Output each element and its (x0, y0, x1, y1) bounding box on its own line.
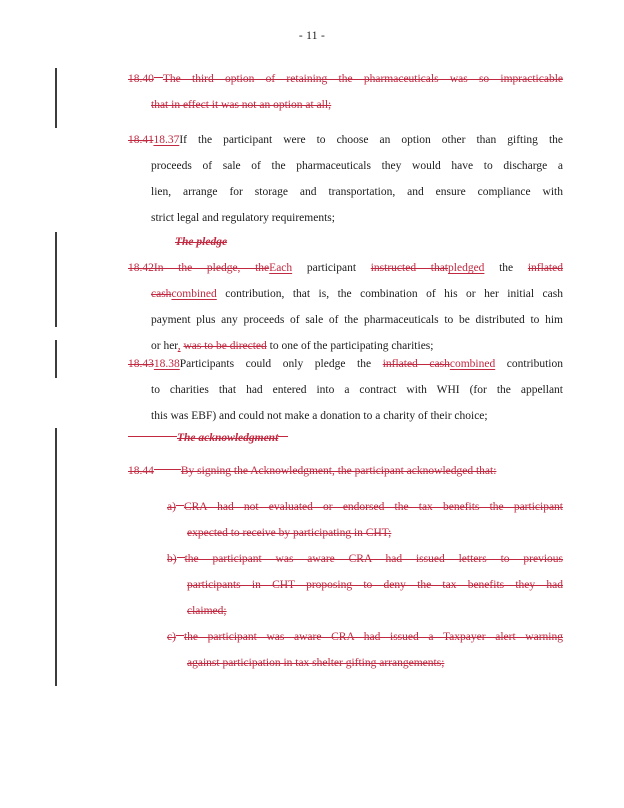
text-segment: the participant was aware CRA had issued a Taxpayer alert warning (183, 631, 563, 643)
text-line (167, 624, 563, 650)
text-segment: lien, arrange for storage and transportation, and ensure compliance with (151, 186, 563, 198)
text-segment: a) (167, 501, 176, 513)
text-line (187, 572, 563, 598)
text-segment: If the participant were to choose an option other than gifting the (179, 134, 563, 146)
text-line (128, 351, 563, 377)
change-bar (55, 68, 57, 128)
text-segment: that in effect it was not an option at all; (151, 99, 332, 111)
text-segment: The acknowledgment (177, 432, 279, 444)
text-line (128, 458, 563, 484)
text-segment: was to be directed (183, 340, 267, 352)
tab-segment (176, 500, 184, 510)
para-18-42 (128, 255, 563, 359)
text-segment: CRA had not evaluated or endorsed the tax benefits the participant (183, 501, 563, 513)
text-line (128, 425, 563, 451)
text-segment: , (177, 340, 181, 352)
heading-the-acknowledgment (128, 425, 563, 451)
text-segment: contribution, that is, the combination of his or her initial cash (216, 288, 563, 300)
text-line (128, 66, 563, 92)
tab-segment (154, 464, 181, 474)
text-line (187, 520, 563, 546)
change-bar (55, 340, 57, 378)
text-segment: against participation in tax shelter gifting arrangements; (187, 657, 445, 669)
text-segment: or her (151, 340, 178, 352)
text-segment: contribution (495, 358, 564, 370)
change-bar (55, 232, 57, 327)
text-segment: the participant was aware CRA had issued letters to previous (184, 553, 563, 565)
text-segment: 18.43 (128, 358, 154, 370)
text-segment: 18.44 (128, 465, 154, 477)
tab-segment (176, 630, 184, 640)
text-segment: this was EBF) and could not make a donation to a charity of their choice; (151, 410, 488, 422)
para-18-43-18-38 (128, 351, 563, 429)
text-segment: 18.42In the pledge, the (128, 262, 270, 274)
para-18-44 (128, 458, 563, 484)
text-line (151, 179, 563, 205)
text-segment: payment plus any proceeds of sale of the pharmaceuticals to be distributed to him (151, 314, 563, 326)
item-c (167, 624, 563, 676)
text-line (187, 650, 563, 676)
item-b (167, 546, 563, 624)
text-line (151, 153, 563, 179)
text-segment: combined (171, 288, 217, 300)
item-a (167, 494, 563, 546)
tab-segment (154, 72, 163, 82)
text-segment: 18.38 (153, 358, 180, 370)
text-segment: The third option of retaining the pharmaceuticals was so impracticable (162, 73, 563, 85)
text-segment: Participants could only pledge the (179, 358, 383, 370)
text-line (151, 307, 563, 333)
text-line (175, 229, 563, 255)
text-segment: participant (292, 262, 371, 274)
text-line (151, 281, 563, 307)
text-line (151, 205, 563, 231)
tab-segment (177, 552, 185, 562)
text-line (128, 127, 563, 153)
text-line (151, 377, 563, 403)
text-segment: inflated (527, 262, 563, 274)
text-segment: to charities that had entered into a contract with WHI (for the appellant (151, 384, 563, 396)
text-segment: to one of the participating charities; (266, 340, 434, 352)
para-18-40 (128, 66, 563, 118)
text-line (151, 92, 563, 118)
text-segment: inflated cash (382, 358, 450, 370)
tab-segment (278, 431, 288, 441)
text-segment: By signing the Acknowledgment, the participant acknowledged that: (180, 465, 497, 477)
text-segment: proceeds of sale of the pharmaceuticals they would have to discharge a (151, 160, 563, 172)
text-segment: instructed that (370, 262, 449, 274)
text-segment: claimed; (187, 605, 227, 617)
text-segment: participants in CHT proposing to deny the tax benefits they had (187, 579, 563, 591)
text-segment: 18.41 (128, 134, 154, 146)
text-segment: pledged (448, 262, 485, 274)
page-number: - 11 - (298, 30, 326, 42)
text-line (187, 598, 563, 624)
text-segment: Each (269, 262, 293, 274)
text-segment: 18.37 (153, 134, 180, 146)
text-segment: strict legal and regulatory requirements; (151, 212, 335, 224)
text-segment: 18.40 (128, 73, 154, 85)
change-bar (55, 428, 57, 686)
text-segment: The pledge (175, 236, 228, 248)
text-line (167, 494, 563, 520)
text-line (167, 546, 563, 572)
text-segment: b) (167, 553, 177, 565)
para-18-41-18-37 (128, 127, 563, 231)
text-segment: cash (151, 288, 172, 300)
text-segment: the (484, 262, 528, 274)
text-line (128, 255, 563, 281)
text-segment: c) (167, 631, 176, 643)
text-segment: combined (449, 358, 496, 370)
heading-the-pledge (175, 229, 563, 255)
text-segment: expected to receive by participating in CHT; (187, 527, 392, 539)
tab-segment (128, 431, 177, 441)
